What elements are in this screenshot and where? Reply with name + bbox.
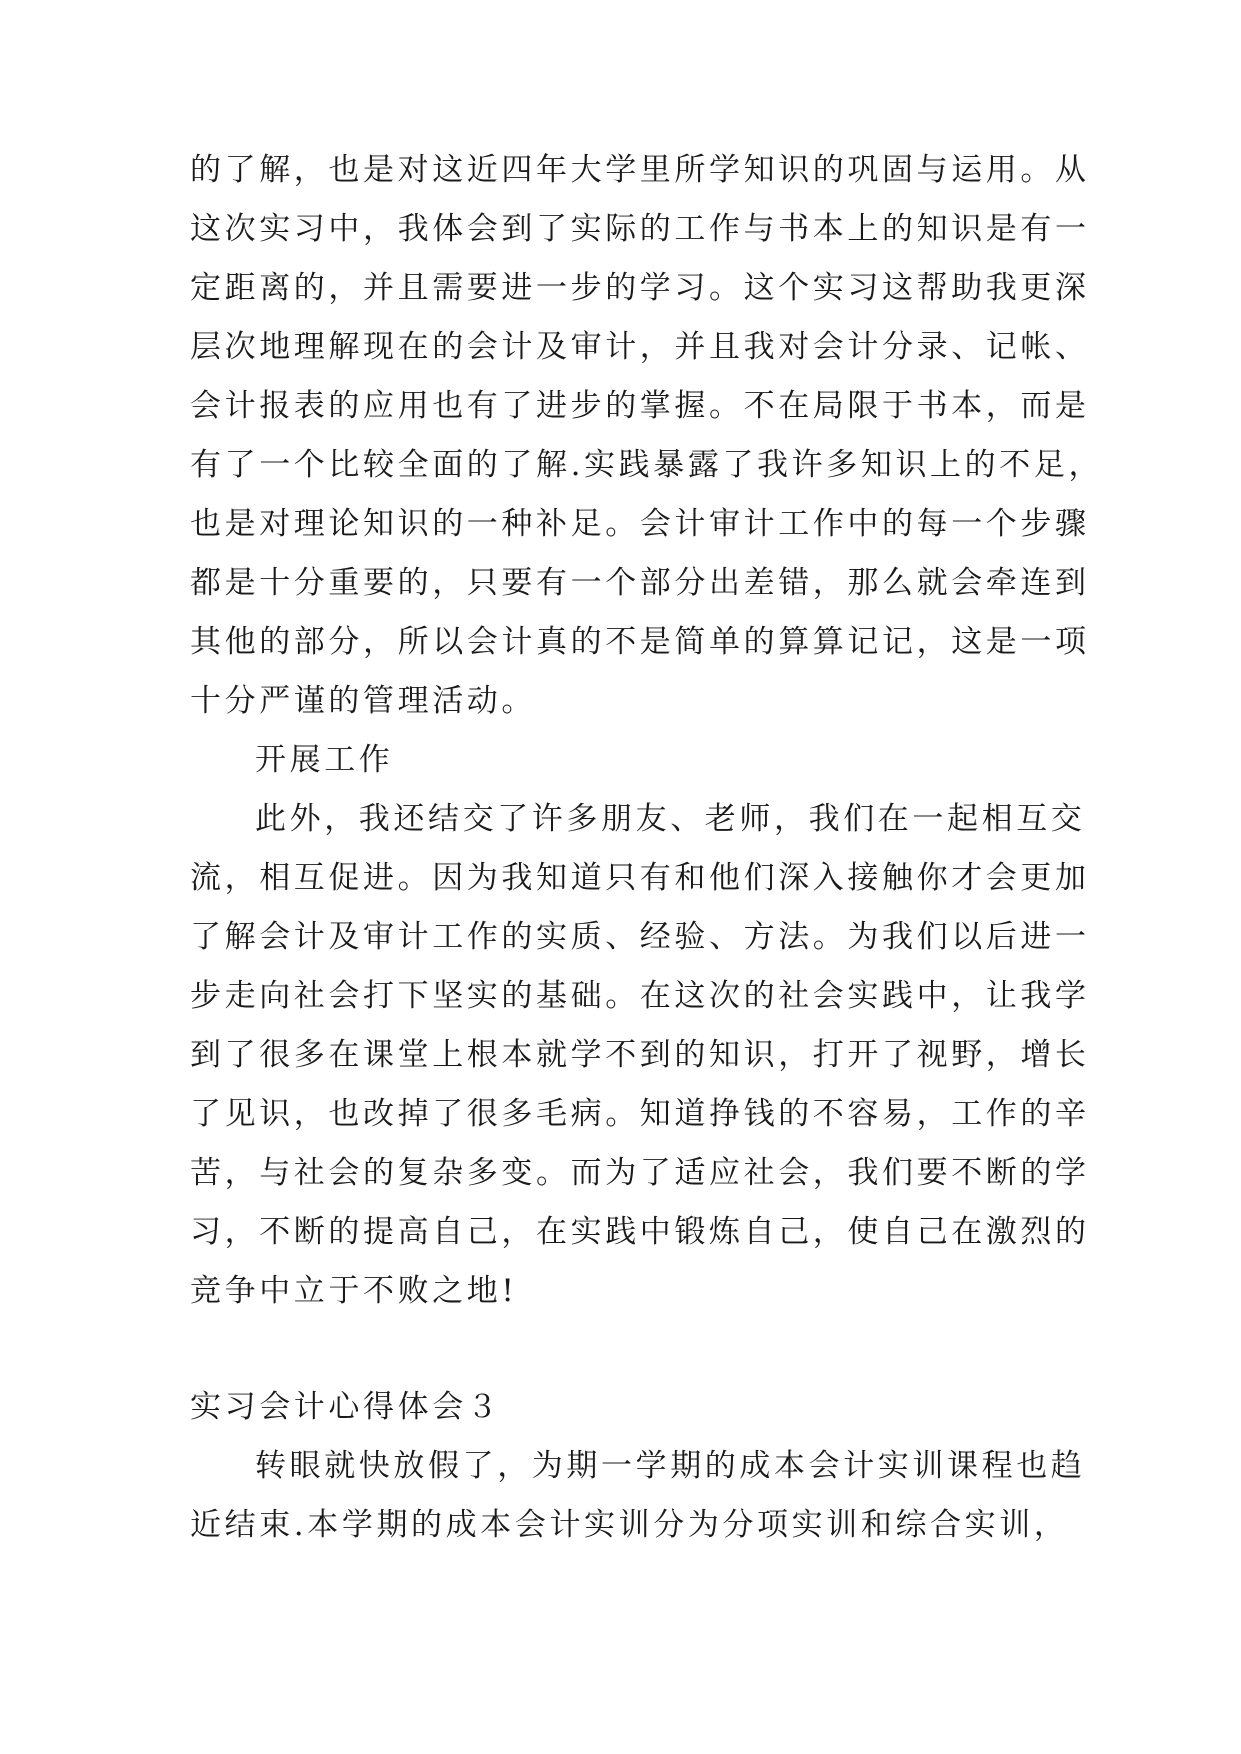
paragraph-line: 到了很多在课堂上根本就学不到的知识，打开了视野，增长 [190, 1037, 1090, 1073]
paragraph-line: 步走向社会打下坚实的基础。在这次的社会实践中，让我学 [190, 978, 1090, 1014]
paragraph-line: 也是对理论知识的一种补足。会计审计工作中的每一个步骤 [190, 506, 1090, 542]
paragraph-line: 十分严谨的管理活动。 [190, 683, 536, 719]
paragraph-line: 近结束.本学期的成本会计实训分为分项实训和综合实训， [190, 1507, 1069, 1543]
paragraph-line: 竞争中立于不败之地! [190, 1273, 518, 1309]
paragraph-line: 习，不断的提高自己，在实践中锻炼自己，使自己在激烈的 [190, 1214, 1090, 1250]
section-title: 实习会计心得体会３ [190, 1389, 502, 1425]
paragraph-line: 苦，与社会的复杂多变。而为了适应社会，我们要不断的学 [190, 1155, 1090, 1191]
paragraph-line: 了见识，也改掉了很多毛病。知道挣钱的不容易，工作的辛 [190, 1096, 1090, 1132]
paragraph-line: 的了解，也是对这近四年大学里所学知识的巩固与运用。从 [190, 152, 1090, 188]
paragraph-line: 有了一个比较全面的了解.实践暴露了我许多知识上的不足， [190, 447, 1104, 483]
paragraph-line: 转眼就快放假了，为期一学期的成本会计实训课程也趋 [255, 1448, 1086, 1484]
paragraph-line: 流，相互促进。因为我知道只有和他们深入接触你才会更加 [190, 860, 1090, 896]
paragraph-line: 会计报表的应用也有了进步的掌握。不在局限于书本，而是 [190, 388, 1090, 424]
paragraph-line: 此外，我还结交了许多朋友、老师，我们在一起相互交 [255, 801, 1086, 837]
paragraph-line: 其他的部分，所以会计真的不是简单的算算记记，这是一项 [190, 624, 1090, 660]
paragraph-line: 了解会计及审计工作的实质、经验、方法。为我们以后进一 [190, 919, 1090, 955]
paragraph-line: 定距离的，并且需要进一步的学习。这个实习这帮助我更深 [190, 270, 1090, 306]
paragraph-line: 这次实习中，我体会到了实际的工作与书本上的知识是有一 [190, 211, 1090, 247]
section-heading: 开展工作 [255, 742, 394, 778]
paragraph-line: 层次地理解现在的会计及审计，并且我对会计分录、记帐、 [190, 329, 1090, 365]
paragraph-line: 都是十分重要的，只要有一个部分出差错，那么就会牵连到 [190, 565, 1090, 601]
